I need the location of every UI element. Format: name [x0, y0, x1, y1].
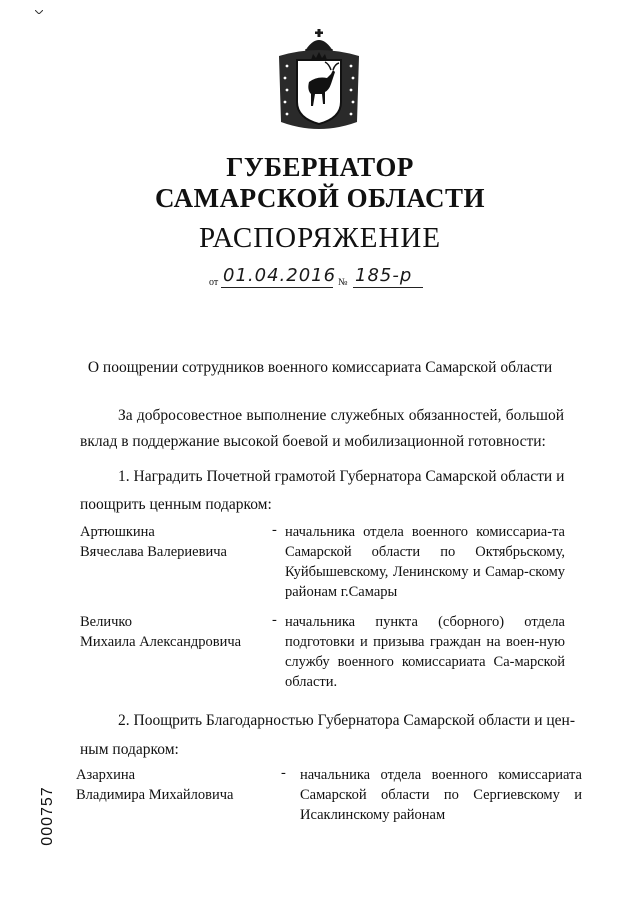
recipient-name: Азархина Владимира Михайловича: [76, 767, 234, 803]
document-subject: О поощрении сотрудников военного комиссариата Самарской области: [87, 359, 553, 376]
handwritten-date: 01.04.2016: [223, 265, 337, 286]
paragraph-2-line-1: 2. Поощрить Благодарностью Губернатора Самарской области и цен-: [118, 712, 576, 729]
scan-speck-mark: [35, 10, 43, 14]
paragraph-2-line-2: ным подарком:: [80, 741, 179, 758]
recipient-position: начальника отдела военного комиссариа-та Самарской области по Октябрьскому, Куйбышевскому, Ленинскому и Самар-скому районам г.Самары: [285, 524, 565, 600]
document-type-title: РАСПОРЯЖЕНИЕ: [198, 222, 442, 254]
date-underline: [221, 287, 333, 288]
date-label: от: [209, 277, 219, 288]
paragraph-1-line-1: 1. Наградить Почетной грамотой Губернатора Самарской области и: [118, 468, 565, 485]
recipient-name: Величко Михаила Александровича: [80, 614, 242, 650]
recipient-position: начальника отдела военного комиссариата Самарской области по Сергиевскому и Исаклинскому районам: [300, 767, 582, 823]
recipient-dash: -: [272, 612, 277, 628]
stamp-number-text: 000757: [39, 786, 56, 846]
recipient-position: начальника пункта (сборного) отдела подготовки и призыва граждан на воен-ную службу военного комиссариата Са-марской области.: [285, 614, 565, 690]
paragraph-1-line-2: поощрить ценным подарком:: [80, 496, 272, 513]
recipient-name: Артюшкина Вячеслава Валериевича: [80, 524, 227, 560]
recipient-dash: -: [272, 522, 277, 538]
governor-title: ГУБЕРНАТОР: [226, 152, 414, 182]
number-label: №: [338, 277, 348, 288]
region-title: САМАРСКОЙ ОБЛАСТИ: [154, 183, 486, 213]
samara-coat-of-arms-icon: [273, 26, 365, 138]
document-stamp-number: [38, 782, 58, 852]
number-underline: [353, 287, 423, 288]
recipient-dash: -: [281, 765, 286, 781]
intro-paragraph: За добросовестное выполнение служебных обязанностей, большой вклад в поддержание высокой боевой и мобилизационной готовности:: [80, 407, 564, 450]
date-number-line: [205, 265, 455, 293]
handwritten-number: 185-р: [355, 265, 413, 286]
